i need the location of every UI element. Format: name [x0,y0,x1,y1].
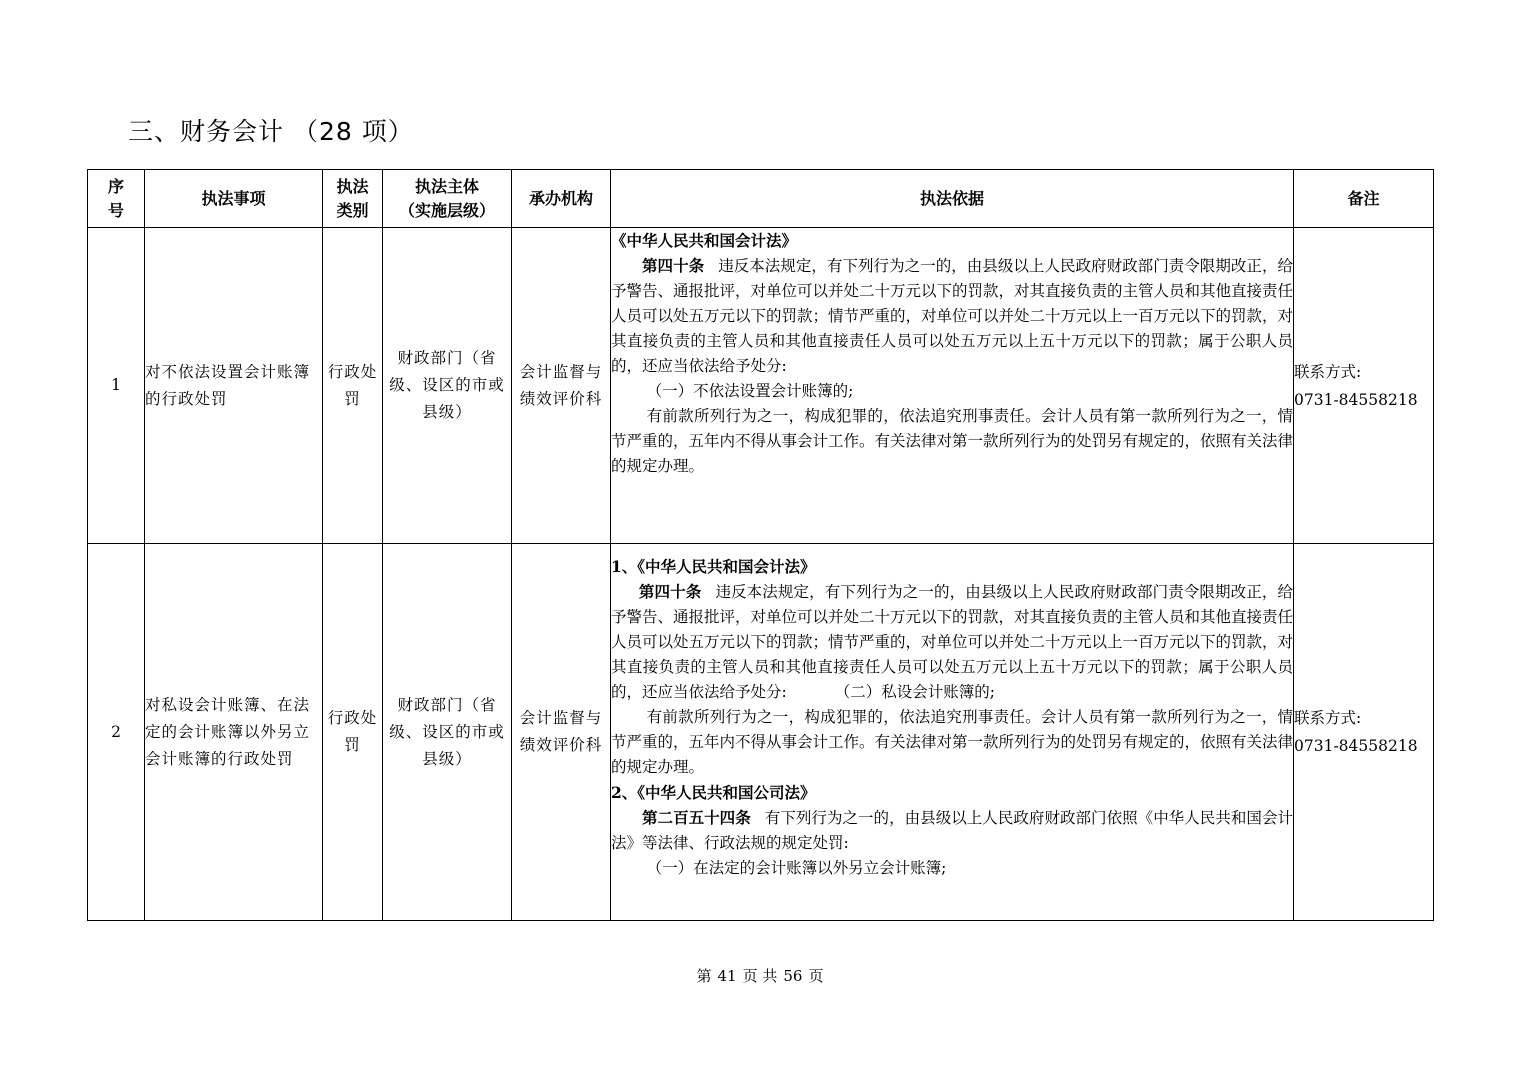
contact-label: 联系方式: [1294,362,1362,381]
footer-mid: 页 共 [742,967,778,985]
footer-total-pages: 56 [783,967,803,985]
section-title: 三、财务会计 （28 项） [128,117,414,146]
header-type-line1: 执法 [336,176,369,196]
table-row [88,544,1434,921]
law-title: 2、《中华人民共和国公司法》 [611,783,816,802]
article-text: 违反本法规定，有下列行为之一的，由县级以上人民政府财政部门责令限期改正，给予警告、通报批评，对单位可以并处二十万元以下的罚款，对其直接负责的主管人员和其他直接责任人员可以处五万元以下的罚款；情节严重的，对单位可以并处二十万元以上一百万元以下的罚款，对其直接负责的主管人员和其他直接责任人员可以处五万元以上五十万元以下的罚款；属于公职人员的，还应当依法给予处分: [611,257,1294,375]
contact-label: 联系方式: [1294,709,1362,727]
article-label: 第二百五十四条 [642,808,751,827]
contact-phone: 0731-84558218 [1294,390,1418,409]
page-footer [0,965,1520,986]
row-type: 行政处罚 [323,544,383,921]
article-text: 违反本法规定，有下列行为之一的，由县级以上人民政府财政部门责令限期改正，给予警告、通报批评，对单位可以并处二十万元以下的罚款，对其直接负责的主管人员和其他直接责任人员可以处五万元以下的罚款；情节严重的，对单位可以并处二十万元以上一百万元以下的罚款，对其直接负责的主管人员和其他直接责任人员可以处五万元以上五十万元以下的罚款；属于公职人员的，还应当依法给予处分: [611,583,1294,701]
enforcement-table [87,169,1434,921]
article-label: 第四十条 [642,256,705,275]
article-text: 有下列行为之一的，由县级以上人民政府财政部门依照《中华人民共和国会计法》等法律、行政法规的规定处罚: [611,809,1293,852]
header-no [88,170,145,228]
row-note [1294,228,1434,544]
header-body [383,170,512,228]
header-body-line2: （实施层级） [398,200,495,220]
header-type-line2: 类别 [336,200,369,220]
final-paragraph: 有前款所列行为之一，构成犯罪的，依法追究刑事责任。会计人员有第一款所列行为之一，情节严重的，五年内不得从事会计工作。有关法律对第一款所列行为的处罚另有规定的，依照有关法律的规定办理。 [611,407,1294,475]
row-body: 财政部门（省级、设区的市或县级） [383,228,512,544]
row-item: 对不依法设置会计账簿的行政处罚 [145,228,323,544]
row-basis [611,544,1294,921]
header-body-line1: 执法主体 [414,176,479,196]
final-paragraph: 有前款所列行为之一，构成犯罪的，依法追究刑事责任。会计人员有第一款所列行为之一，情节严重的，五年内不得从事会计工作。有关法律对第一款所列行为的处罚另有规定的，依照有关法律的规定办理。 [611,708,1294,776]
clause: （一）在法定的会计账簿以外另立会计账簿; [646,859,947,877]
table-header-row [88,170,1434,228]
footer-prefix: 第 [696,967,712,985]
row-number: 2 [88,544,145,921]
article-paragraph [611,253,1293,379]
table-row [88,228,1434,544]
row-type: 行政处罚 [323,228,383,544]
article-paragraph [611,805,1293,856]
row-item: 对私设会计账簿、在法定的会计账簿以外另立会计账簿的行政处罚 [145,544,323,921]
article-paragraph [611,579,1293,705]
header-note: 备注 [1294,170,1434,228]
header-basis: 执法依据 [611,170,1294,228]
header-no-line2: 号 [107,200,124,220]
footer-page-number: 41 [717,967,737,985]
clause: （一）不依法设置会计账簿的; [646,382,854,400]
row-note [1294,544,1434,921]
law-title: 1、《中华人民共和国会计法》 [611,557,816,576]
law-title: 《中华人民共和国会计法》 [611,231,798,250]
row-body: 财政部门（省级、设区的市或县级） [383,544,512,921]
row-org: 会计监督与绩效评价科 [512,544,611,921]
header-item: 执法事项 [145,170,323,228]
header-org: 承办机构 [512,170,611,228]
row-org: 会计监督与绩效评价科 [512,228,611,544]
clause: （二）私设会计账簿的; [834,683,995,701]
header-type [323,170,383,228]
article-label: 第四十条 [638,582,702,601]
header-no-line1: 序 [107,176,124,196]
row-number: 1 [88,228,145,544]
contact-phone: 0731-84558218 [1294,737,1418,755]
footer-suffix: 页 [808,967,824,985]
row-basis [611,228,1294,544]
